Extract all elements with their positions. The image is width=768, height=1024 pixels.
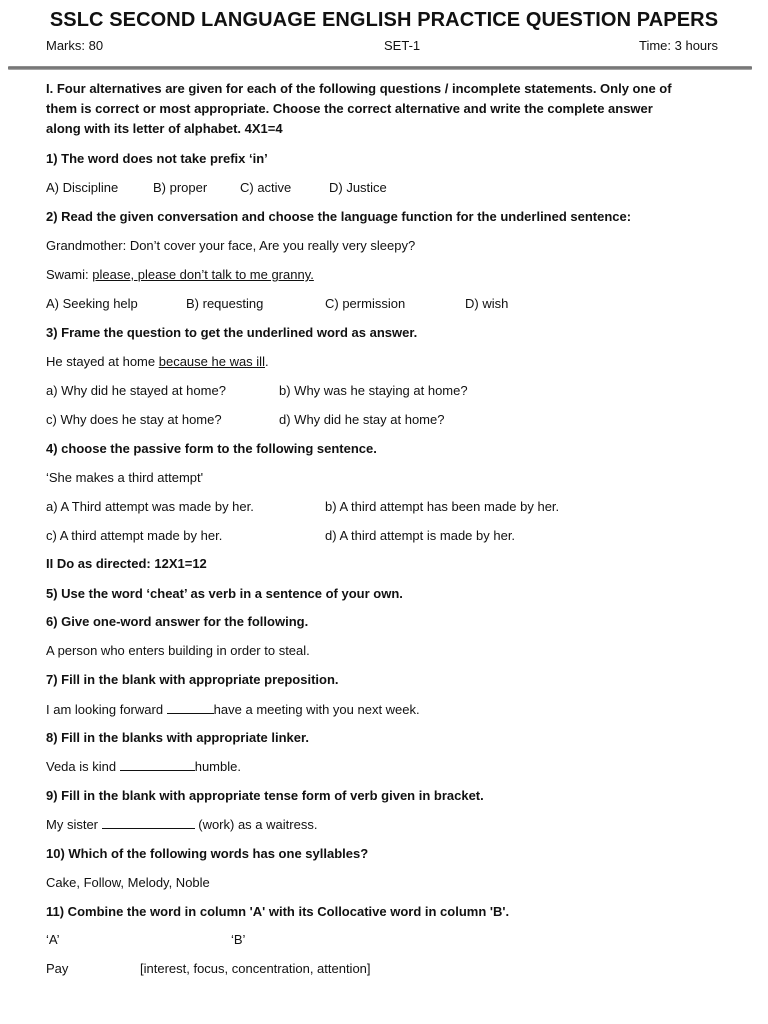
q8-blank (120, 759, 195, 771)
q2-grandmother-line: Grandmother: Don’t cover your face, Are you really very sleepy? (46, 238, 416, 253)
set-label: SET-1 (384, 38, 421, 53)
q3-option-b: b) Why was he staying at home? (279, 383, 468, 398)
q3-underlined: because he was ill (158, 354, 265, 369)
q3-option-c: c) Why does he stay at home? (46, 412, 222, 427)
q4-option-b: b) A third attempt has been made by her. (325, 499, 560, 514)
q1-option-a: A) Discipline (46, 180, 119, 195)
q7-sentence (46, 702, 420, 717)
q8-before: Veda is kind (46, 759, 120, 774)
q8-sentence (46, 759, 241, 774)
section1-instruction-line3: along with its letter of alphabet. 4X1=4 (46, 121, 283, 136)
q1-option-c: C) active (240, 180, 292, 195)
q11-row-options: [interest, focus, concentration, attention] (140, 961, 371, 976)
q9-blank (102, 817, 195, 829)
q2-swami-line (46, 267, 314, 282)
section1-instruction-line1: I. Four alternatives are given for each of the following questions / incomplete statements. Only one of (46, 81, 672, 96)
section1-instruction-line2: them is correct or most appropriate. Choose the correct alternative and write the complete answer (46, 101, 653, 116)
q10-words: Cake, Follow, Melody, Noble (46, 875, 210, 890)
question-8: 8) Fill in the blanks with appropriate linker. (46, 730, 309, 745)
q7-blank (167, 702, 214, 714)
q3-option-a: a) Why did he stayed at home? (46, 383, 226, 398)
q11-column-a-header: ‘A’ (46, 932, 60, 947)
q7-after: have a meeting with you next week. (213, 702, 420, 717)
q9-before: My sister (46, 817, 102, 832)
q2-option-a: A) Seeking help (46, 296, 138, 311)
question-1: 1) The word does not take prefix ‘in’ (46, 151, 268, 166)
header-divider (8, 66, 752, 70)
q11-column-b-header: ‘B’ (231, 932, 246, 947)
question-7: 7) Fill in the blank with appropriate preposition. (46, 672, 339, 687)
q3-sentence (46, 354, 269, 369)
q8-after: humble. (194, 759, 241, 774)
time-label: Time: 3 hours (639, 38, 718, 53)
q2-option-d: D) wish (465, 296, 509, 311)
q2-option-b: B) requesting (186, 296, 264, 311)
q3-suffix: . (264, 354, 269, 369)
q11-row-word: Pay (46, 961, 69, 976)
q4-option-c: c) A third attempt made by her. (46, 528, 223, 543)
q2-speaker: Swami: (46, 267, 93, 282)
q2-underlined-sentence: please, please don’t talk to me granny. (92, 267, 314, 282)
page-title: SSLC SECOND LANGUAGE ENGLISH PRACTICE QUESTION PAPERS (49, 9, 719, 31)
question-5: 5) Use the word ‘cheat’ as verb in a sentence of your own. (46, 586, 403, 601)
q9-after: (work) as a waitress. (194, 817, 318, 832)
q4-sentence: ‘She makes a third attempt' (46, 470, 204, 485)
q1-option-d: D) Justice (329, 180, 387, 195)
q3-prefix: He stayed at home (46, 354, 159, 369)
q9-sentence (46, 817, 317, 832)
question-6: 6) Give one-word answer for the following. (46, 614, 309, 629)
q3-option-d: d) Why did he stay at home? (279, 412, 445, 427)
q4-option-d: d) A third attempt is made by her. (325, 528, 516, 543)
q6-text: A person who enters building in order to steal. (46, 643, 310, 658)
q2-option-c: C) permission (325, 296, 406, 311)
q7-before: I am looking forward (46, 702, 167, 717)
question-10: 10) Which of the following words has one syllables? (46, 846, 369, 861)
q4-option-a: a) A Third attempt was made by her. (46, 499, 254, 514)
question-9: 9) Fill in the blank with appropriate tense form of verb given in bracket. (46, 788, 484, 803)
section2-heading: II Do as directed: 12X1=12 (46, 556, 207, 571)
question-4: 4) choose the passive form to the following sentence. (46, 441, 377, 456)
question-11: 11) Combine the word in column 'A' with its Collocative word in column 'B'. (46, 904, 510, 919)
question-2: 2) Read the given conversation and choose the language function for the underlined sentence: (46, 209, 632, 224)
marks-label: Marks: 80 (46, 38, 104, 53)
question-3: 3) Frame the question to get the underlined word as answer. (46, 325, 418, 340)
q1-option-b: B) proper (153, 180, 208, 195)
